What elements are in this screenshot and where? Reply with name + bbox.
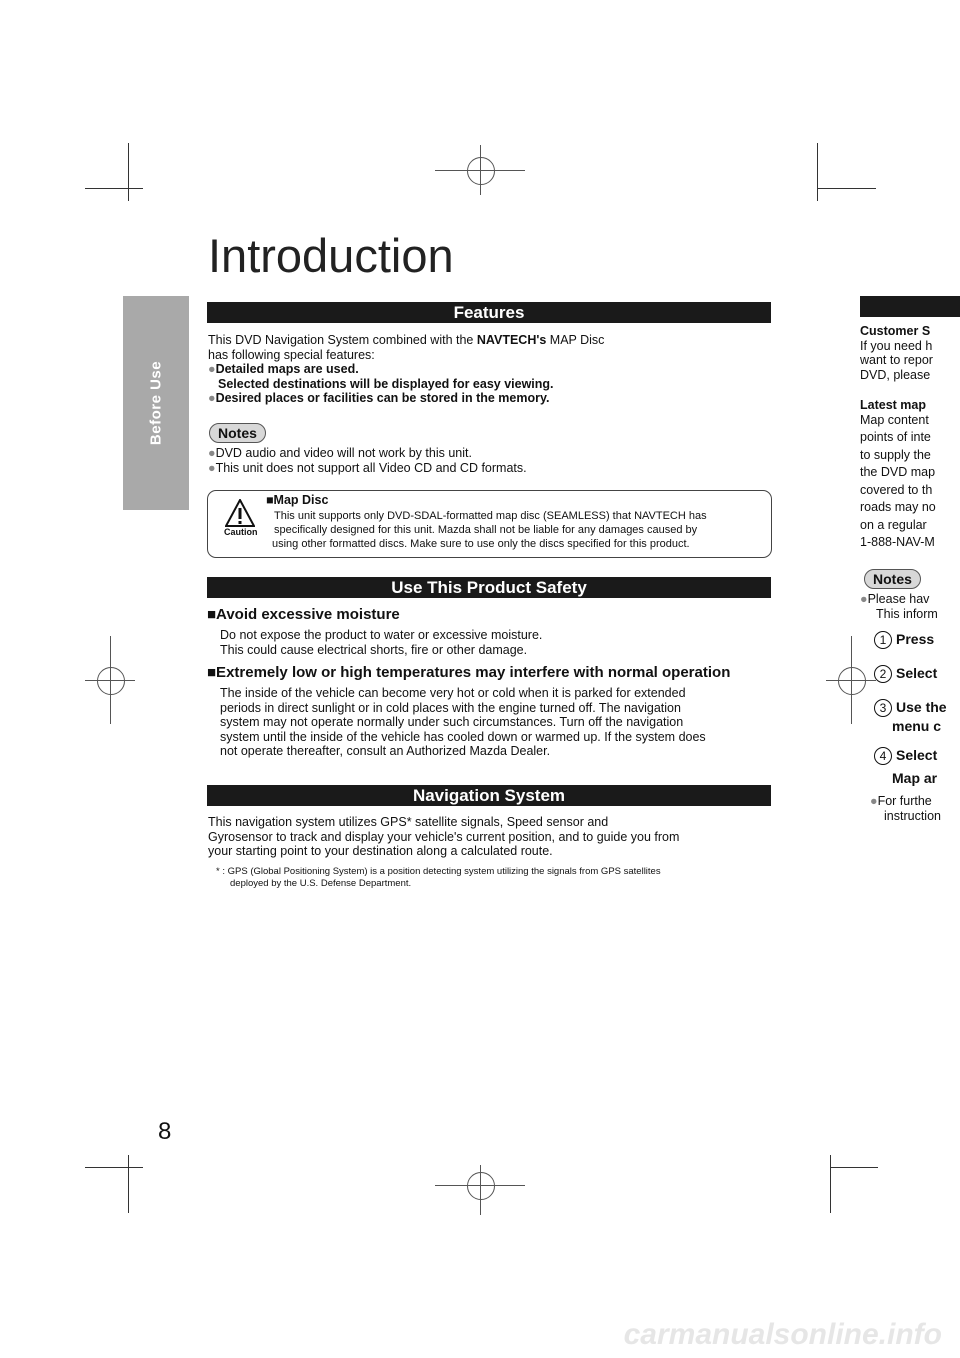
text-line: If you need h <box>860 338 933 353</box>
footnote-line: GPS (Global Positioning System) is a position detecting system utilizing the signals from GPS satellites <box>227 866 661 877</box>
text-line: Please hav <box>867 592 930 606</box>
features-header: Features <box>207 302 771 323</box>
step-2 <box>874 664 947 698</box>
footnote-line: deployed by the U.S. Defense Department. <box>230 878 412 889</box>
step-3 <box>874 698 947 746</box>
note-item: DVD audio and video will not work by this unit. <box>215 446 472 460</box>
text-line: on a regular <box>860 517 927 532</box>
step-text: Press <box>896 631 935 647</box>
navigation-footnote <box>216 866 661 890</box>
navigation-header: Navigation System <box>207 785 771 806</box>
features-intro-3: has following special features: <box>208 347 375 362</box>
safety-heading-temperature: ■Extremely low or high temperatures may interfere with normal operation <box>207 664 731 681</box>
text-line: not operate thereafter, consult an Authorized Mazda Dealer. <box>220 744 551 758</box>
text-line: roads may no <box>860 500 936 514</box>
step-text: Select <box>896 665 938 681</box>
footnote-mark: * : <box>216 866 225 877</box>
notes-list: ●DVD audio and video will not work by this unit. ●This unit does not support all Video CD and CD formats. <box>208 446 527 475</box>
text-line: 1-888-NAV-M <box>860 535 935 549</box>
caution-box <box>207 490 772 558</box>
note-item: This unit does not support all Video CD and CD formats. <box>215 460 527 475</box>
next-page-header-bar <box>860 296 960 317</box>
section-tab <box>123 296 189 510</box>
features-brand: NAVTECH's <box>476 333 547 347</box>
text-line: Do not expose the product to water or excessive moisture. <box>220 628 543 642</box>
features-bullet-1-sub: Selected destinations will be displayed for easy viewing. <box>218 376 554 391</box>
text-line: Gyrosensor to track and display your vehicle's current position, and to guide you from <box>208 829 680 844</box>
safety-heading-moisture: ■Avoid excessive moisture <box>207 606 400 623</box>
safety-temperature-text <box>220 686 706 759</box>
text-line: to supply the <box>860 447 931 462</box>
notes-label: Notes <box>209 423 266 443</box>
text-line: the DVD map <box>860 465 936 479</box>
step-text: Select <box>896 747 938 763</box>
safety-header: Use This Product Safety <box>207 577 771 598</box>
step-text: menu c <box>892 718 942 734</box>
safety-moisture-text <box>220 628 542 657</box>
text-line: want to repor <box>860 353 933 367</box>
text-line: system until the inside of the vehicle has cooled down or warmed up. If the system does <box>220 729 706 744</box>
right-final-text: ●For furthe instruction <box>870 794 941 823</box>
caution-icon <box>225 499 255 527</box>
caution-heading: ■Map Disc <box>266 493 329 507</box>
section-tab-label: Before Use <box>147 360 165 446</box>
text-line: The inside of the vehicle can become very hot or cold when it is parked for extended <box>220 686 686 700</box>
page-number: 8 <box>158 1118 172 1145</box>
text-line: your starting point to your destination along a calculated route. <box>208 844 553 858</box>
features-body: This DVD Navigation System combined with the NAVTECH's MAP Disc has following special features: ●Detailed maps are used. Selected destinations will be displayed for easy viewing. ●Desired places or facilities can be stored in the memory. <box>208 333 768 406</box>
text-line: instruction <box>884 808 941 823</box>
features-intro-1: This DVD Navigation System combined with the <box>208 333 474 347</box>
features-intro-2: MAP Disc <box>549 333 605 347</box>
features-bullet-1: Detailed maps are used. <box>215 362 359 376</box>
caution-line: This unit supports only DVD-SDAL-formatted map disc (SEAMLESS) that NAVTECH has <box>274 510 707 522</box>
caution-line: specifically designed for this unit. Mazda shall not be liable for any damages caused by <box>274 524 698 536</box>
step-4 <box>874 746 947 787</box>
caution-label: Caution <box>224 527 258 537</box>
step-number: 4 <box>874 747 892 765</box>
features-bullet-2: Desired places or facilities can be stored in the memory. <box>215 391 550 405</box>
text-line: points of inte <box>860 430 931 444</box>
steps-list <box>874 630 947 787</box>
watermark: carmanualsonline.info <box>623 1318 942 1351</box>
caution-line: using other formatted discs. Make sure to use only the discs specified for this product. <box>272 538 690 550</box>
customer-service-block <box>860 324 933 382</box>
step-number: 3 <box>874 699 892 717</box>
text-line: periods in direct sunlight or in cold places with the engine turned off. The navigation <box>220 700 681 715</box>
text-line: For furthe <box>877 794 932 808</box>
notes-label-right: Notes <box>864 569 921 589</box>
page-title: Introduction <box>208 229 454 282</box>
text-line: system may not operate normally under such circumstances. Turn off the navigation <box>220 715 684 729</box>
text-line: DVD, please <box>860 367 931 382</box>
text-line: This navigation system utilizes GPS* satellite signals, Speed sensor and <box>208 815 609 829</box>
step-number: 1 <box>874 631 892 649</box>
step-text: Use the <box>896 699 947 715</box>
step-1 <box>874 630 947 664</box>
step-text: Map ar <box>892 770 938 786</box>
latest-map-title: Latest map <box>860 398 926 412</box>
latest-map-block <box>860 398 936 550</box>
text-line: Map content <box>860 412 929 427</box>
text-line: covered to th <box>860 482 933 497</box>
right-notes-text: ●Please hav This inform <box>860 592 938 621</box>
navigation-text <box>208 815 679 859</box>
cs-title: Customer S <box>860 324 931 338</box>
step-number: 2 <box>874 665 892 683</box>
text-line: This inform <box>876 606 938 621</box>
text-line: This could cause electrical shorts, fire or other damage. <box>220 642 528 657</box>
